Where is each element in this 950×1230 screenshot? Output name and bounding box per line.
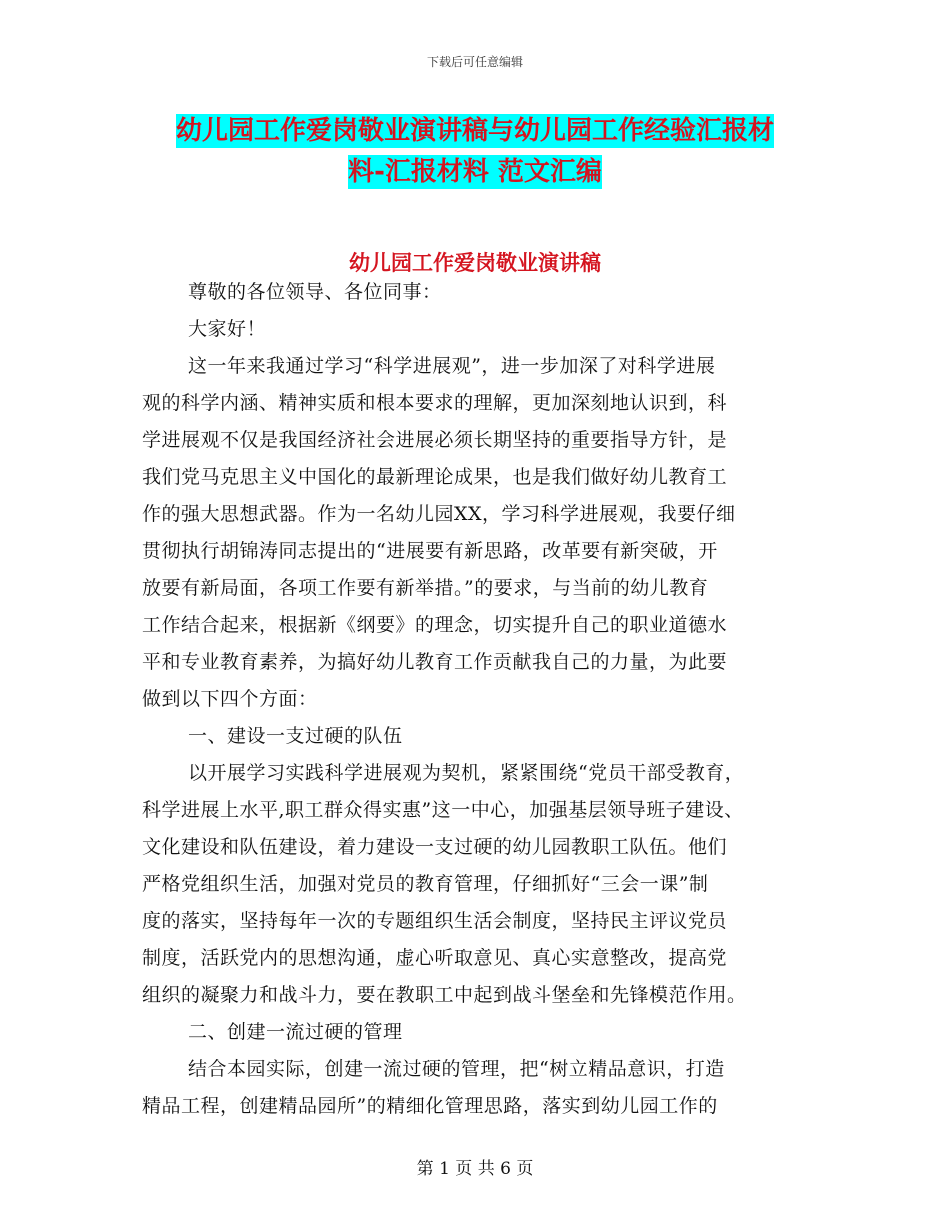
paragraph-line: 结合本园实际，创建一流过硬的管理，把“树立精品意识，打造 bbox=[188, 1058, 725, 1080]
paragraph-line: 严格党组织生活，加强对党员的教育管理，仔细抓好“三会一课”制 bbox=[142, 873, 709, 895]
paragraph-line: 组织的凝聚力和战斗力，要在教职工中起到战斗堡垒和先锋模范作用。 bbox=[142, 984, 747, 1006]
paragraph-line: 平和专业教育素养，为搞好幼儿教育工作贡献我自己的力量，为此要 bbox=[142, 651, 728, 673]
paragraph-line: 做到以下四个方面： bbox=[142, 688, 318, 710]
title-highlight-1: 幼儿园工作爱岗敬业演讲稿与幼儿园工作经验汇报材 bbox=[175, 116, 774, 146]
document-title-line-2 bbox=[0, 152, 950, 192]
paragraph-line: 文化建设和队伍建设，着力建设一支过硬的幼儿园教职工队伍。他们 bbox=[142, 836, 728, 858]
paragraph-line: 制度，活跃党内的思想沟通，虚心听取意见、真心实意整改，提高党 bbox=[142, 947, 728, 969]
paragraph-line: 放要有新局面，各项工作要有新举措。”的要求，与当前的幼儿教育 bbox=[142, 577, 709, 599]
paragraph-line: 度的落实，坚持每年一次的专题组织生活会制度，坚持民主评议党员 bbox=[142, 910, 728, 932]
section-heading: 一、建设一支过硬的队伍 bbox=[188, 725, 403, 747]
paragraph-line: 这一年来我通过学习“科学进展观”，进一步加深了对科学进展 bbox=[188, 355, 716, 377]
title-highlight-2: 料-汇报材料 范文汇编 bbox=[348, 157, 602, 187]
paragraph-line: 观的科学内涵、精神实质和根本要求的理解，更加深刻地认识到，科 bbox=[142, 392, 728, 414]
page-header: 下载后可任意编辑 bbox=[426, 55, 523, 69]
paragraph-line: 工作结合起来，根据新《纲要》的理念，切实提升自己的职业道德水 bbox=[142, 614, 728, 636]
section-heading: 二、创建一流过硬的管理 bbox=[188, 1021, 403, 1043]
paragraph-line: 大家好！ bbox=[188, 318, 267, 340]
paragraph-line: 我们党马克思主义中国化的最新理论成果，也是我们做好幼儿教育工 bbox=[142, 466, 728, 488]
section-title: 幼儿园工作爱岗敬业演讲稿 bbox=[349, 251, 601, 275]
paragraph-line: 精品工程，创建精品园所”的精细化管理思路，落实到幼儿园工作的 bbox=[142, 1095, 718, 1117]
paragraph-line: 以开展学习实践科学进展观为契机，紧紧围绕“党员干部受教育， bbox=[188, 762, 745, 784]
paragraph-line: 贯彻执行胡锦涛同志提出的“进展要有新思路，改革要有新突破，开 bbox=[142, 540, 718, 562]
paragraph-line: 科学进展上水平,职工群众得实惠”这一中心，加强基层领导班子建设、 bbox=[142, 799, 744, 821]
body-text bbox=[142, 274, 822, 1125]
page-number-footer: 第 1 页 共 6 页 bbox=[416, 1159, 534, 1179]
paragraph-line: 学进展观不仅是我国经济社会进展必须长期坚持的重要指导方针，是 bbox=[142, 429, 728, 451]
paragraph-line: 尊敬的各位领导、各位同事： bbox=[188, 281, 442, 303]
document-title-line-1 bbox=[0, 111, 950, 151]
paragraph-line: 作的强大思想武器。作为一名幼儿园XX，学习科学进展观，我要仔细 bbox=[142, 503, 736, 525]
